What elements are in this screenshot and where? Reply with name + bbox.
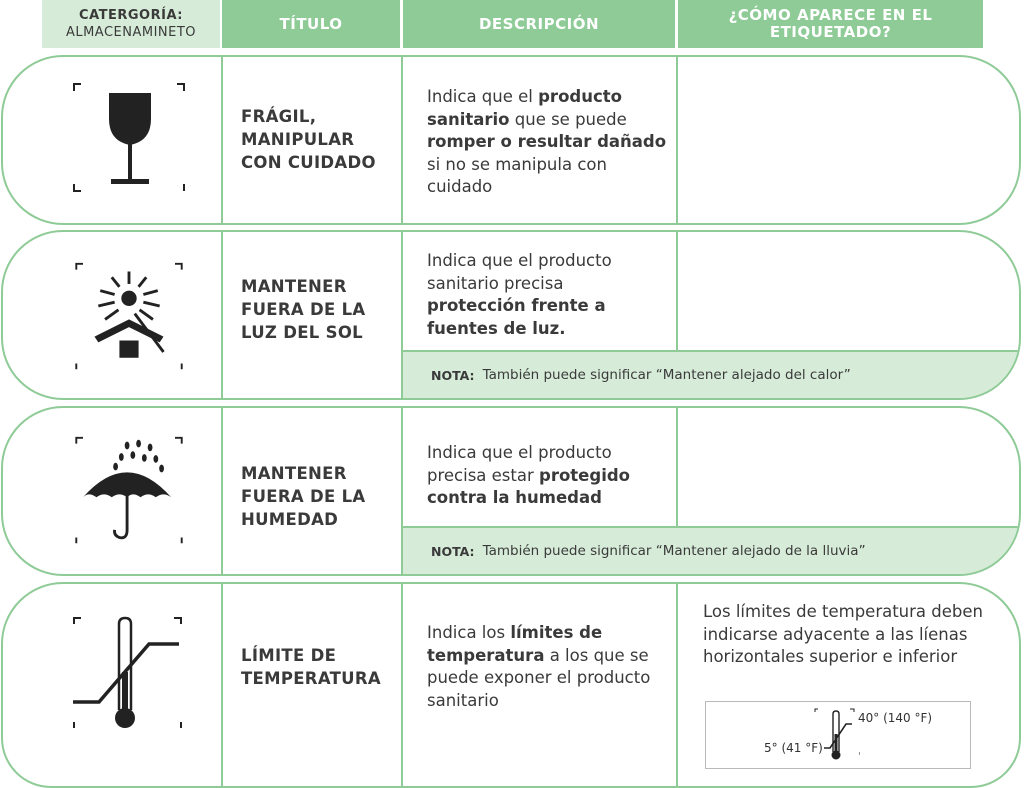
row-fragile — [1, 55, 1021, 225]
row-title: FRÁGIL, MANIPULAR CON CUIDADO — [241, 107, 376, 172]
header-category-value: ALMACENAMINETO — [65, 25, 197, 40]
row-description: Indica los límites de temperatura a los que se puede exponer el producto sanitario — [427, 623, 651, 710]
lower-temperature-limit: 5° (41 °F) — [764, 741, 823, 755]
row-temperature — [1, 582, 1021, 788]
row-title: MANTENER FUERA DE LA LUZ DEL SOL — [241, 277, 366, 342]
header-label-column: ¿CÓMO APARECE EN EL ETIQUETADO? — [678, 0, 983, 48]
umbrella-rain-icon — [69, 434, 189, 549]
row-description: Indica que el producto precisa estar protegido contra la humedad — [427, 443, 630, 507]
row-title: MANTENER FUERA DE LA HUMEDAD — [241, 464, 366, 529]
header-description-column: DESCRIPCIÓN — [403, 0, 675, 48]
upper-temperature-limit: 40° (140 °F) — [858, 711, 933, 725]
temperature-label-example — [705, 701, 971, 769]
row-title: LÍMITE DE TEMPERATURA — [241, 646, 381, 688]
row-sunlight — [1, 230, 1021, 400]
row-note: NOTA: También puede significar “Mantener alejado del calor” — [403, 352, 1019, 398]
small-thermometer-icon — [814, 708, 860, 764]
row-humidity — [1, 406, 1021, 576]
header-title-column: TÍTULO — [222, 0, 400, 48]
keep-away-from-sunlight-icon — [69, 260, 189, 375]
row-description: Indica que el producto sanitario que se puede romper o resultar dañado si no se manipula con cuidado — [427, 87, 667, 196]
thermometer-limit-icon — [69, 614, 189, 734]
fragile-glass-icon — [69, 79, 189, 199]
row-label-text: Los límites de temperatura deben indicarse adyacente a las líenas horizontales superior e inferior — [703, 602, 983, 666]
row-description: Indica que el producto sanitario precisa protección frente a fuentes de luz. — [427, 251, 612, 338]
header-category-label: CATERGORÍA: — [79, 8, 183, 23]
header-category — [42, 0, 220, 48]
row-note: NOTA: También puede significar “Mantener alejado de la lluvia” — [403, 528, 1019, 574]
